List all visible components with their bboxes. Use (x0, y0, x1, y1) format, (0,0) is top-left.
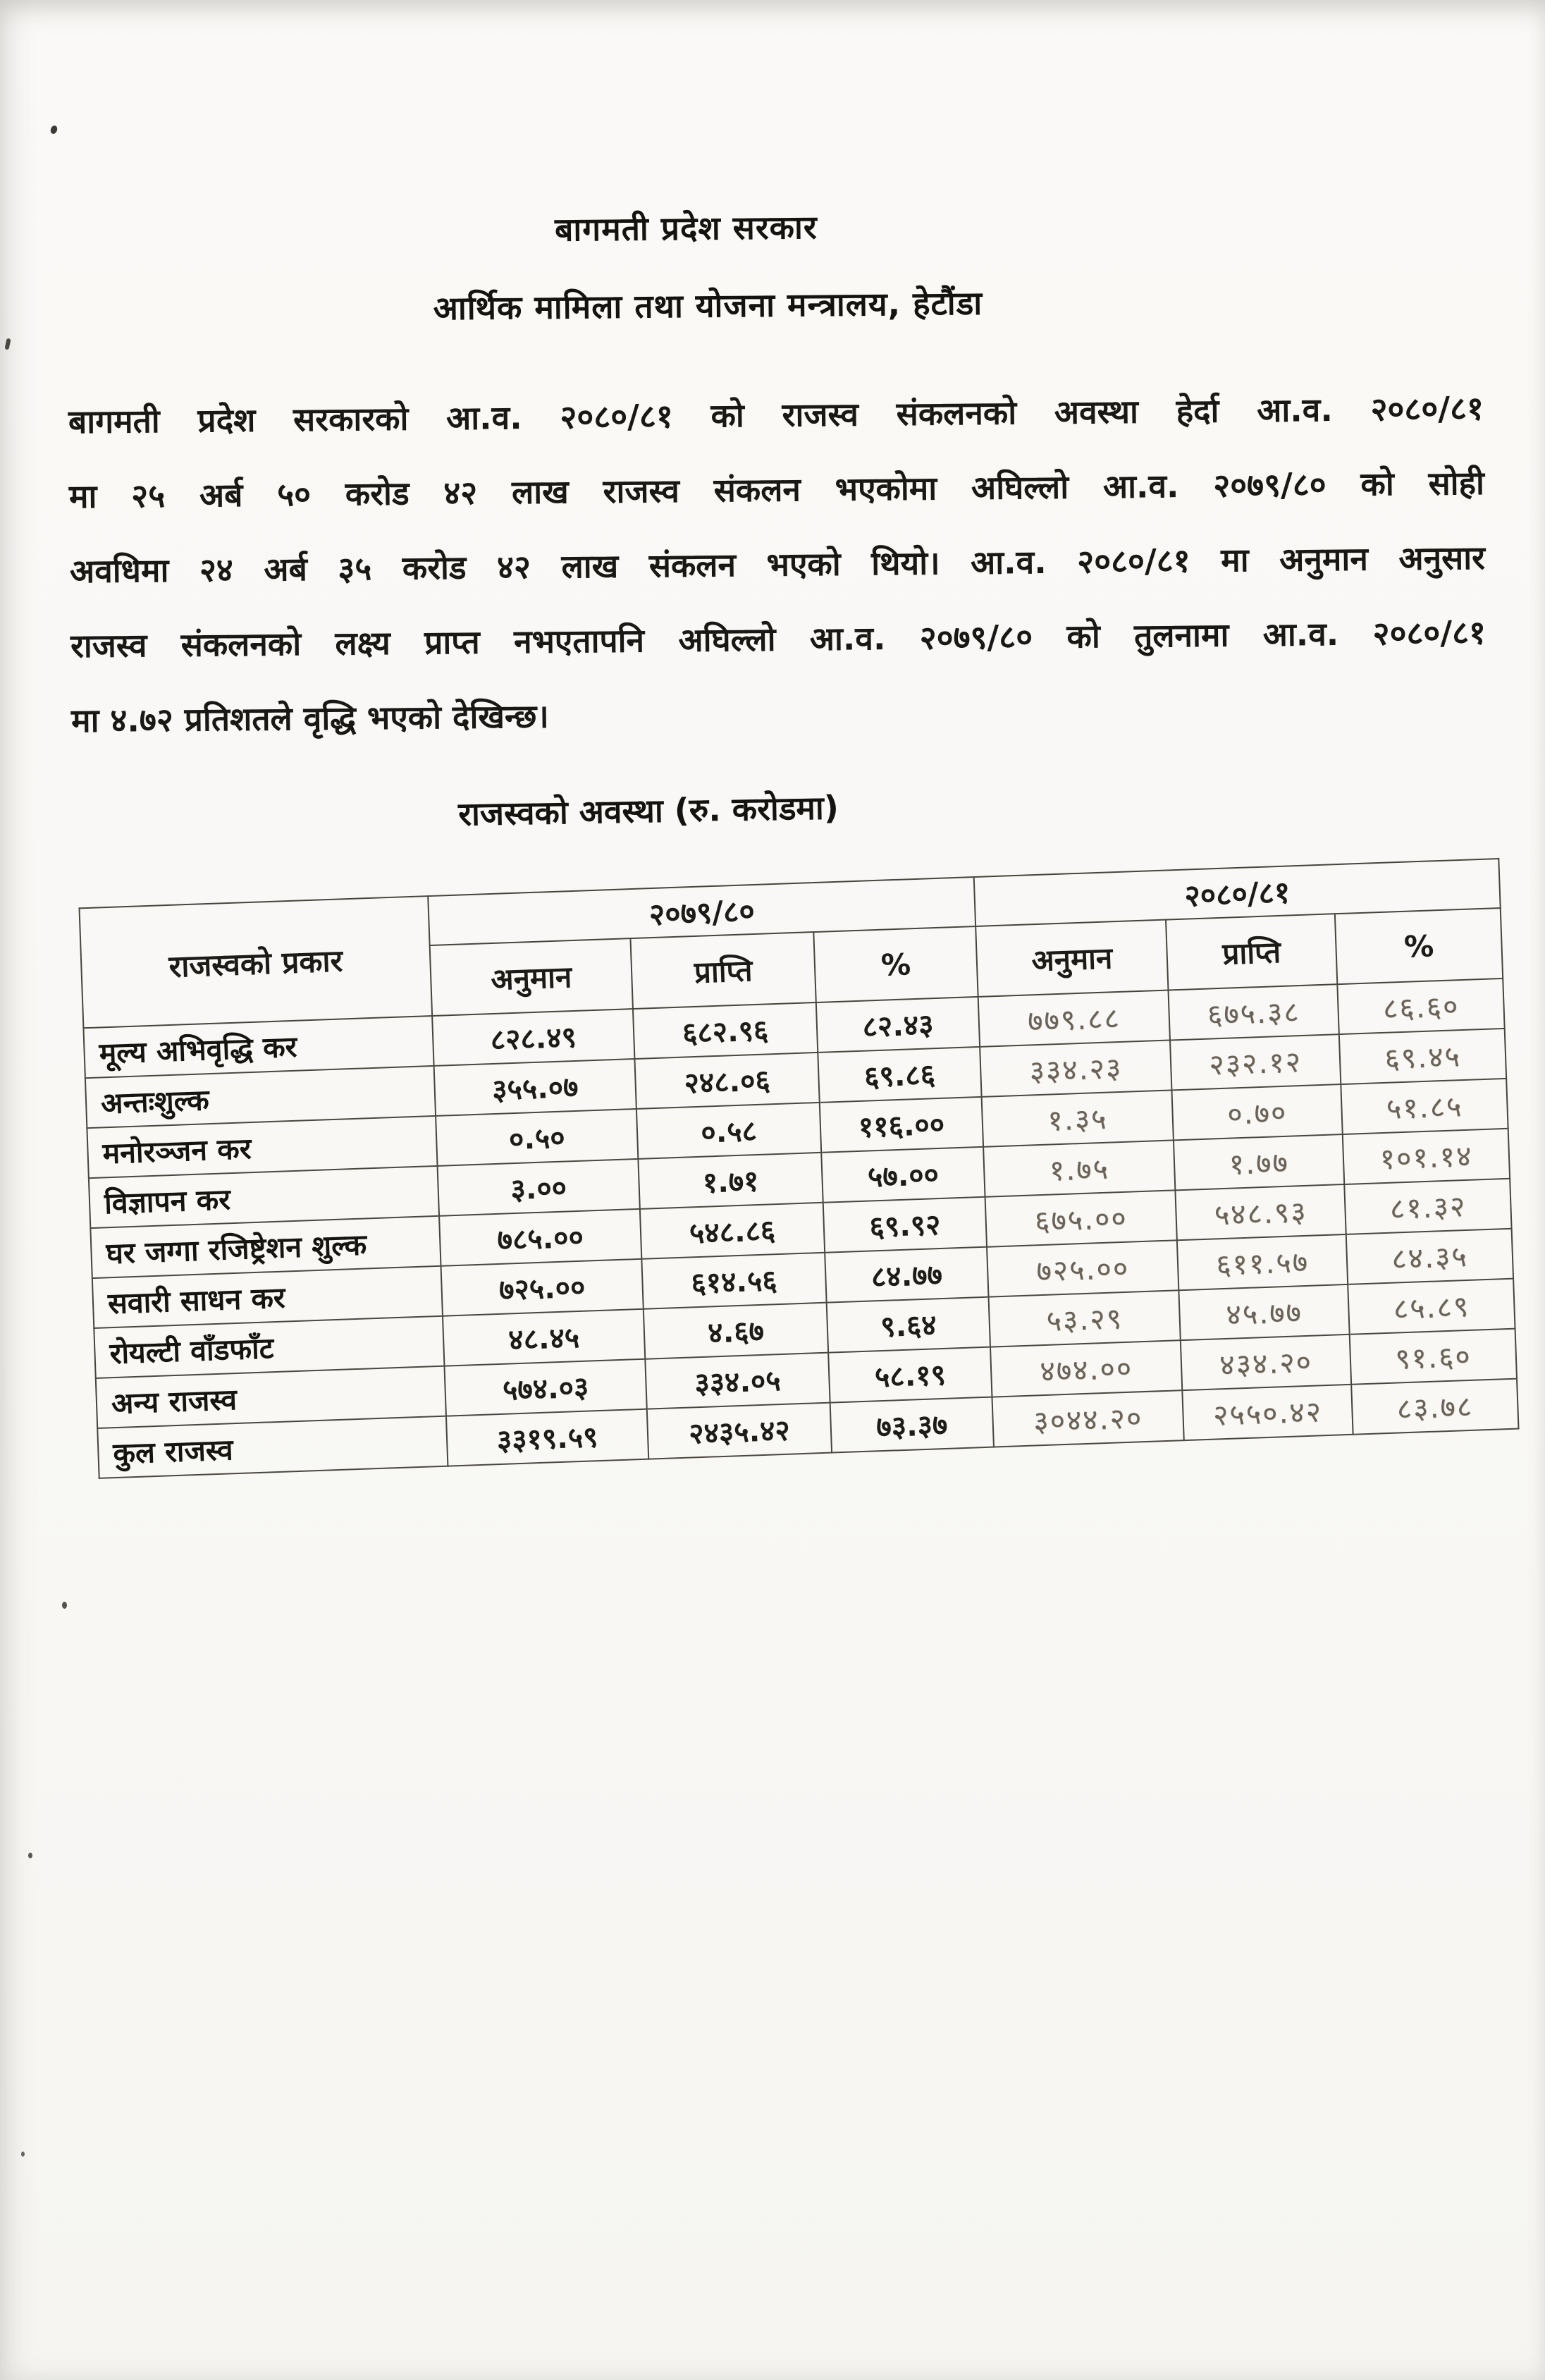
cell-receipt-8081: २५५०.४२ (1182, 1385, 1353, 1440)
col-header-fy-2080-81: २०८०/८१ (974, 859, 1501, 926)
cell-estimate-7980: ७२५.०० (441, 1259, 644, 1316)
cell-receipt-8081: ०.७० (1171, 1084, 1342, 1140)
cell-receipt-8081: ६७५.३८ (1169, 984, 1339, 1040)
col-header-percent-7980: % (813, 926, 978, 1002)
cell-estimate-8081: ३०४४.२० (992, 1390, 1184, 1447)
cell-estimate-7980: ७८५.०० (439, 1209, 641, 1266)
cell-percent-7980: ८४.७७ (825, 1247, 988, 1303)
cell-percent-7980: ५८.१९ (828, 1347, 992, 1403)
cell-receipt-7980: ०.५८ (636, 1103, 821, 1159)
col-header-receipt-7980: प्राप्ति (630, 932, 815, 1009)
row-label: कुल राजस्व (97, 1416, 448, 1478)
cell-estimate-7980: ४८.४५ (443, 1309, 645, 1366)
cell-estimate-8081: १.३५ (982, 1090, 1174, 1146)
cell-estimate-8081: ५३.२९ (989, 1290, 1181, 1347)
cell-receipt-7980: ६८२.९६ (633, 1002, 818, 1059)
cell-percent-7980: ६९.९२ (823, 1197, 987, 1253)
cell-estimate-8081: ४७४.०० (990, 1340, 1182, 1397)
cell-estimate-7980: ५७४.०३ (444, 1359, 646, 1416)
cell-receipt-7980: २४३५.४२ (647, 1403, 832, 1459)
cell-percent-8081: ८६.६० (1337, 979, 1504, 1034)
document-header-and-body (0, 0, 1541, 740)
cell-percent-7980: ६९.८६ (818, 1047, 981, 1103)
cell-estimate-8081: ६७५.०० (985, 1190, 1177, 1246)
cell-percent-8081: ८४.३५ (1346, 1229, 1513, 1284)
cell-receipt-7980: ५४८.८६ (640, 1203, 825, 1259)
cell-receipt-7980: ६१४.५६ (641, 1253, 826, 1309)
cell-percent-8081: ८५.८९ (1348, 1279, 1515, 1335)
cell-percent-8081: १०१.१४ (1343, 1129, 1510, 1184)
government-name (0, 197, 1544, 256)
cell-estimate-7980: ३३१९.५९ (446, 1409, 648, 1466)
paragraph-line: अवधिमा २४ अर्ब ३५ करोड ४२ लाख संकलन भएको थियो। आ.व. २०८०/८१ मा अनुमान अनुसार (69, 538, 1486, 591)
cell-percent-7980: ७३.३७ (830, 1397, 994, 1453)
revenue-table-container (78, 858, 1518, 1479)
cell-receipt-7980: ३३४.०५ (645, 1353, 830, 1409)
col-header-percent-8081: % (1335, 908, 1503, 984)
paragraph-line: बागमती प्रदेश सरकारको आ.व. २०८०/८१ को राजस्व संकलनको अवस्था हेर्दा आ.व. २०८०/८१ (68, 388, 1484, 441)
cell-receipt-8081: ६११.५७ (1177, 1234, 1348, 1290)
cell-estimate-7980: ०.५० (436, 1109, 638, 1166)
row-label: रोयल्टी वाँडफाँट (94, 1316, 444, 1378)
row-label: अन्तःशुल्क (85, 1066, 436, 1128)
scan-artifact (49, 125, 59, 135)
paragraph-line: मा ४.७२ प्रतिशतले वृद्धि भएको देखिन्छ। (70, 697, 550, 740)
scan-artifact (4, 338, 11, 350)
col-header-receipt-8081: प्राप्ति (1166, 914, 1337, 990)
cell-percent-8081: ९१.६० (1350, 1329, 1517, 1385)
cell-percent-7980: ८२.४३ (816, 997, 980, 1053)
row-label: घर जग्गा रजिष्ट्रेशन शुल्क (90, 1216, 441, 1278)
cell-receipt-8081: २३२.१२ (1170, 1034, 1341, 1090)
cell-percent-7980: ११६.०० (820, 1097, 983, 1153)
cell-receipt-7980: ४.६७ (644, 1303, 828, 1359)
scan-artifact (28, 1853, 32, 1858)
scan-artifact (62, 1602, 67, 1609)
cell-estimate-8081: १.७५ (983, 1140, 1175, 1196)
row-label: मूल्य अभिवृद्धि कर (83, 1016, 433, 1078)
col-header-estimate-8081: अनुमान (975, 920, 1168, 997)
cell-estimate-7980: ३.०० (438, 1159, 640, 1216)
row-label: मनोरञ्जन कर (87, 1116, 437, 1178)
cell-receipt-7980: १.७१ (638, 1153, 823, 1209)
paragraph-line: राजस्व संकलनको लक्ष्य प्राप्त नभएतापनि अघिल्लो आ.व. २०७९/८० को तुलनामा आ.व. २०८०/८१ (70, 613, 1486, 665)
cell-receipt-8081: ४५.७७ (1178, 1284, 1349, 1340)
row-label: विज्ञापन कर (89, 1166, 439, 1228)
cell-estimate-8081: ७७९.८८ (978, 990, 1170, 1047)
col-header-fy-2079-80: २०७९/८० (428, 877, 975, 945)
col-header-revenue-type: राजस्वको प्रकार (79, 896, 432, 1028)
cell-estimate-8081: ३३४.२३ (980, 1040, 1171, 1096)
cell-estimate-7980: ३५५.०७ (434, 1059, 636, 1116)
cell-percent-8081: ८१.३२ (1344, 1179, 1511, 1234)
revenue-table (78, 858, 1519, 1479)
table-caption: राजस्वको अवस्था (रु. करोडमा) (457, 788, 839, 833)
cell-receipt-8081: ४३४.२० (1181, 1335, 1351, 1390)
cell-estimate-7980: ८२८.४९ (432, 1009, 634, 1066)
col-header-estimate-7980: अनुमान (430, 938, 633, 1016)
cell-receipt-7980: २४८.०६ (634, 1053, 819, 1109)
cell-percent-8081: ५१.८५ (1341, 1079, 1508, 1134)
cell-estimate-8081: ७२५.०० (987, 1240, 1178, 1296)
ministry-name (0, 275, 1544, 333)
government-name-text: बागमती प्रदेश सरकार (554, 208, 818, 249)
paragraph-line: मा २५ अर्ब ५० करोड ४२ लाख राजस्व संकलन भएकोमा अघिल्लो आ.व. २०७९/८० को सोही (68, 463, 1485, 516)
row-label: अन्य राजस्व (96, 1366, 446, 1428)
cell-percent-8081: ८३.७८ (1351, 1379, 1518, 1435)
ministry-name-text: आर्थिक मामिला तथा योजना मन्त्रालय, हेटौंडा (433, 283, 983, 328)
cell-percent-7980: ५७.०० (821, 1147, 985, 1203)
cell-receipt-8081: १.७७ (1174, 1134, 1344, 1190)
cell-receipt-8081: ५४८.९३ (1175, 1184, 1346, 1240)
row-label: सवारी साधन कर (92, 1266, 443, 1328)
cell-percent-7980: ९.६४ (827, 1297, 990, 1353)
body-paragraph (68, 371, 1486, 758)
scan-artifact (21, 2152, 25, 2157)
cell-percent-8081: ६९.४५ (1339, 1029, 1506, 1084)
